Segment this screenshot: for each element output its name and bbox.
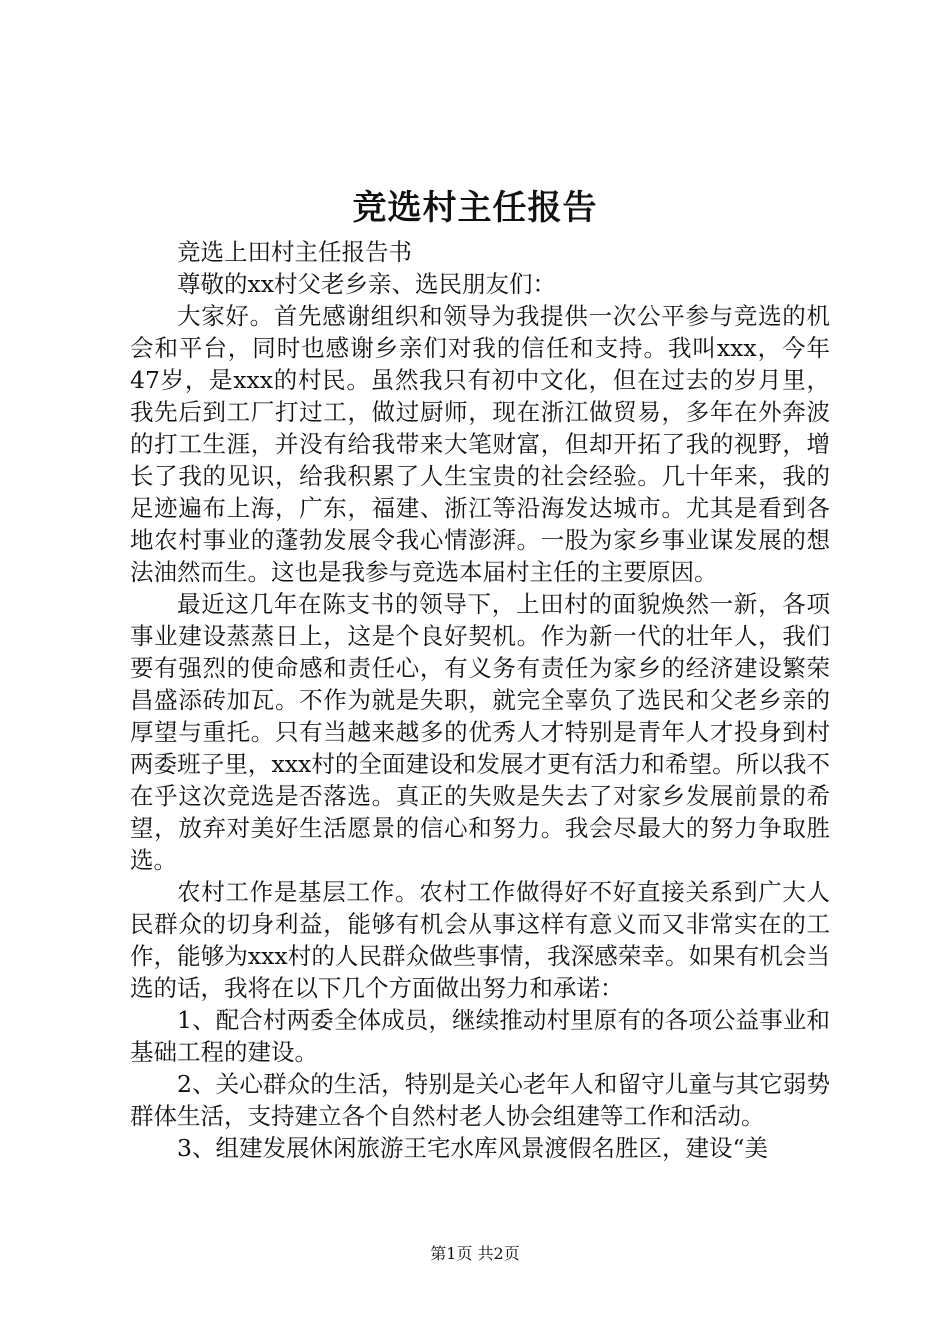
paragraph-item-3: 3、组建发展休闲旅游王宅水库风景渡假名胜区，建设“美: [177, 1134, 768, 1162]
page-footer: 第1页 共2页: [430, 1244, 520, 1263]
document-title: 竞选村主任报告: [352, 188, 598, 228]
paragraph-motivation: 最近这几年在陈支书的领导下，上田村的面貌焕然一新，各项事业建设蒸蒸日上，这是个良好契机。作为新一代的壮年人，我们要有强烈的使命感和责任心，有义务有责任为家乡的经济建设繁荣昌盛添砖加瓦。不作为就是失职，就完全辜负了选民和父老乡亲的厚望与重托。只有当越来越多的优秀人才特别是青年人才投身到村两委班子里，xxx村的全面建设和发展才更有活力和希望。所以我不在乎这次竞选是否落选。真正的失败是失去了对家乡发展前景的希望，放弃对美好生活愿景的信心和努力。我会尽最大的努力争取胜选。: [130, 590, 830, 874]
document-body: [130, 236, 830, 1164]
paragraph-commitment: 农村工作是基层工作。农村工作做得好不好直接关系到广大人民群众的切身利益，能够有机会从事这样有意义而又非常实在的工作，能够为xxx村的人民群众做些事情，我深感荣幸。如果有机会当选的话，我将在以下几个方面做出努力和承诺：: [130, 878, 830, 1002]
paragraph-item-2: 2、关心群众的生活，特别是关心老年人和留守儿童与其它弱势群体生活，支持建立各个自然村老人协会组建等工作和活动。: [130, 1070, 830, 1130]
paragraph-heading: 竞选上田村主任报告书: [177, 238, 412, 266]
paragraph-item-1: 1、配合村两委全体成员，继续推动村里原有的各项公益事业和基础工程的建设。: [130, 1006, 830, 1066]
paragraph-salutation: 尊敬的xx村父老乡亲、选民朋友们：: [177, 270, 557, 298]
paragraph-introduction: 大家好。首先感谢组织和领导为我提供一次公平参与竞选的机会和平台，同时也感谢乡亲们对我的信任和支持。我叫xxx，今年47岁，是xxx的村民。虽然我只有初中文化，但在过去的岁月里，我先后到工厂打过工，做过厨师，现在浙江做贸易，多年在外奔波的打工生涯，并没有给我带来大笔财富，但却开拓了我的视野，增长了我的见识，给我积累了人生宝贵的社会经验。几十年来，我的足迹遍布上海，广东，福建、浙江等沿海发达城市。尤其是看到各地农村事业的蓬勃发展令我心情澎湃。一股为家乡事业谋发展的想法油然而生。这也是我参与竞选本届村主任的主要原因。: [130, 302, 830, 586]
